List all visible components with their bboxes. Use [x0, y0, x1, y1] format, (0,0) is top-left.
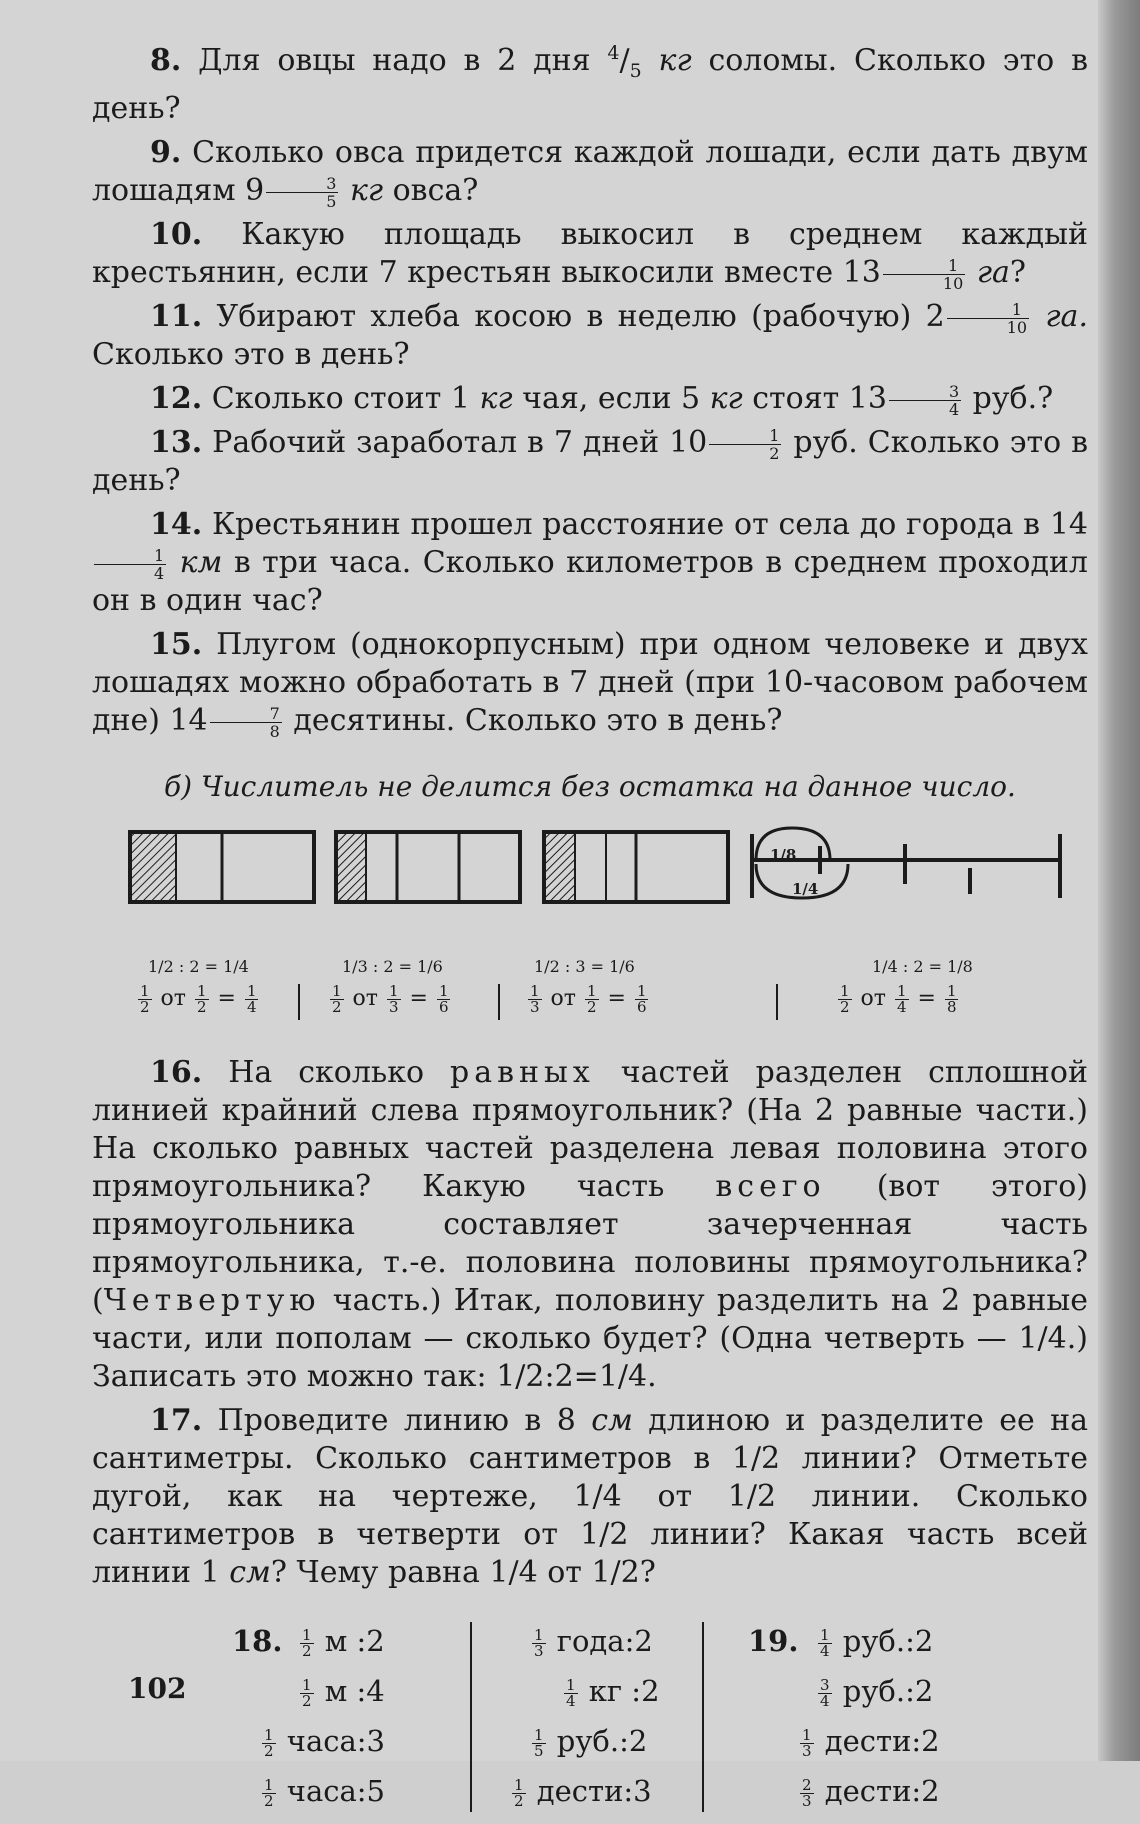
fraction: $\frac{1}{10}$: [947, 301, 1029, 336]
book-spine-shadow: [1098, 0, 1140, 1761]
column-separator: [702, 1622, 704, 1812]
fraction-figure: [92, 824, 1088, 940]
rectangle-halves-quarters: [130, 832, 314, 902]
division-eq-2: 1/3 : 2 = 1/6: [342, 957, 443, 976]
separator: [298, 984, 300, 1020]
task-item: $\frac{1}{2}$ м :4: [302, 1674, 385, 1710]
fraction: $\frac{3}{5}$: [266, 175, 338, 210]
task-item: $\frac{1}{3}$ года:2: [534, 1624, 653, 1660]
of-eq-1: $\frac{1}{2}$ от $\frac{1}{2}$ = $\frac{1}{4}$: [140, 981, 257, 1016]
problem-9: 9. Сколько овса придется каждой лошади, если дать двум лошадям 9 $\frac{3}{5}$ кг овса?: [92, 135, 1088, 211]
task-item: $\frac{1}{5}$ руб.:2: [534, 1724, 648, 1760]
division-eq-1: 1/2 : 2 = 1/4: [148, 957, 249, 976]
task-item: $\frac{3}{4}$ руб.:2: [820, 1674, 934, 1710]
rectangle-thirds-sixths: [336, 832, 520, 902]
task-item: $\frac{1}{3}$ дести:2: [802, 1724, 940, 1760]
problem-16: 16. На сколько равных частей разделен сплошной линией крайний слева прямоугольник? (На 2 равные части.) На сколько равных частей разделена левая половина этого прямоугольника? Какую часть всего (вот этого) прямоугольника составляет зачерченная часть прямоугольника, т.-е. половина половины прямоугольника? (Четвертую часть.) Итак, половину разделить на 2 равные части, или пополам — сколько будет? (Одна четверть — 1/4.) Записать это можно так: 1/2:2=1/4.: [92, 1055, 1088, 1394]
page-number: 102: [128, 1672, 187, 1705]
separator: [498, 984, 500, 1020]
of-eq-2: $\frac{1}{2}$ от $\frac{1}{3}$ = $\frac{1}{6}$: [332, 981, 449, 1016]
fraction: $\frac{1}{10}$: [883, 257, 965, 292]
problem-12: 12. Сколько стоит 1 кг чая, если 5 кг стоят 13 $\frac{3}{4}$ руб.?: [150, 381, 1054, 419]
task-item: $\frac{1}{4}$ руб.:2: [820, 1624, 934, 1660]
of-eq-3: $\frac{1}{3}$ от $\frac{1}{2}$ = $\frac{1}{6}$: [530, 981, 647, 1016]
arc-label-eighth: 1/8: [770, 846, 797, 864]
fraction: $\frac{1}{2}$: [709, 427, 781, 462]
task-item: $\frac{1}{2}$ часа:5: [264, 1774, 385, 1810]
fraction: $\frac{3}{4}$: [889, 383, 961, 418]
task-item: $\frac{1}{2}$ часа:3: [264, 1724, 385, 1760]
problem-11: 11. Убирают хлеба косою в неделю (рабочую) 2 $\frac{1}{10}$ га. Сколько это в день?: [92, 299, 1088, 372]
page-content: [92, 34, 1088, 1824]
arc-label-quarter: 1/4: [792, 880, 819, 898]
tasks-18-19: [92, 1614, 1088, 1824]
fraction: $\frac{1}{4}$: [94, 547, 166, 582]
problem-10: 10. Какую площадь выкосил в среднем каждый крестьянин, если 7 крестьян выкосили вместе 13 $\frac{1}{10}$ га?: [92, 217, 1088, 293]
section-b-heading: б) Числитель не делится без остатка на данное число.: [164, 770, 1016, 803]
problem-17: 17. Проведите линию в 8 см длиною и разделите ее на сантиметры. Сколько сантиметров в 1/2 линии? Отметьте дугой, как на чертеже, 1/4 от 1/2 линии. Сколько сантиметров в четверти от 1/2 линии? Какая часть всей линии 1 см? Чему равна 1/4 от 1/2?: [92, 1403, 1088, 1590]
of-eq-4: $\frac{1}{2}$ от $\frac{1}{4}$ = $\frac{1}{8}$: [840, 981, 957, 1016]
separator: [776, 984, 778, 1020]
problem-14: 14. Крестьянин прошел расстояние от села до города в 14 $\frac{1}{4}$ км в три часа. Сколько километров в среднем проходил он в один час?: [92, 507, 1088, 618]
problem-8: 8. Для овцы надо в 2 дня $^4/_5$ кг соломы. Сколько это в день?: [92, 42, 1088, 126]
problem-15: 15. Плугом (однокорпусным) при одном человеке и двух лошадях можно обработать в 7 дней (при 10-часовом рабочем дне) 14 $\frac{7}{8}$ десятины. Сколько это в день?: [92, 627, 1088, 741]
task-item: $\frac{2}{3}$ дести:2: [802, 1774, 940, 1810]
rectangle-halves-sixths: [544, 832, 728, 902]
fraction-of-equations: [92, 974, 1088, 1034]
rectangles-diagram: [92, 824, 1088, 940]
problem-13: 13. Рабочий заработал в 7 дней 10 $\frac{1}{2}$ руб. Сколько это в день?: [92, 425, 1088, 498]
column-separator: [470, 1622, 472, 1812]
task-18-number: 18.: [232, 1624, 283, 1658]
division-eq-3: 1/2 : 3 = 1/6: [534, 957, 635, 976]
fraction: $\frac{7}{8}$: [210, 705, 282, 740]
division-eq-4: 1/4 : 2 = 1/8: [872, 957, 973, 976]
task-item: $\frac{1}{4}$ кг :2: [566, 1674, 660, 1710]
division-equations: [92, 940, 1088, 974]
task-item: $\frac{1}{2}$ дести:3: [514, 1774, 652, 1810]
task-19-number: 19.: [748, 1624, 799, 1658]
task-item: $\frac{1}{2}$ м :2: [302, 1624, 385, 1660]
